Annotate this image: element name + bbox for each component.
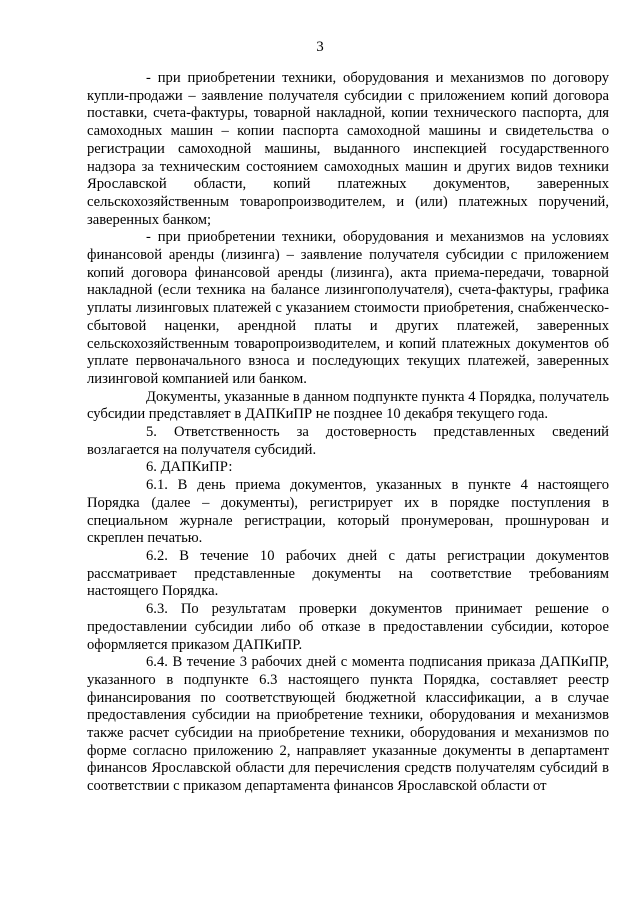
paragraph-6-3: 6.3. По результатам проверки документов принимает решение о предоставлении субсидии либо об отказе в предоставлении субсидии, которое оформляется приказом ДАПКиПР. — [87, 601, 609, 653]
paragraph-6-1: 6.1. В день приема документов, указанных в пункте 4 настоящего Порядка (далее – документы), регистрирует их в порядке поступления в специальном журнале регистрации, который пронумерован, прошнурован и скреплен печатью. — [87, 477, 609, 547]
paragraph-deadline: Документы, указанные в данном подпункте пункта 4 Порядка, получатель субсидии представляет в ДАПКиПР не позднее 10 декабря текущего года. — [87, 388, 609, 423]
page-number: 3 — [316, 39, 324, 55]
paragraph-6-2: 6.2. В течение 10 рабочих дней с даты регистрации документов рассматривает представленные документы на соответствие требованиям настоящего Порядка. — [87, 547, 609, 600]
paragraph-6-4: 6.4. В течение 3 рабочих дней с момента подписания приказа ДАПКиПР, указанного в подпункте 6.3 настоящего пункта Порядка, составляет реестр финансирования по соответствующей бюджетной классификации, а в случае предоставления субсидии на приобретение техники, оборудования и механизмов также расчет субсидии на приобретение техники, оборудования и механизмов по форме согласно приложению 2, направляет указанные документы в департамент финансов Ярославской области для перечисления средств получателям субсидий в соответствии с приказом департамента финансов Ярославской области от — [87, 654, 609, 795]
paragraph-6-heading: 6. ДАПКиПР: — [146, 459, 233, 476]
paragraph-leasing: - при приобретении техники, оборудования и механизмов на условиях финансовой аренды (лизинга) – заявление получателя субсидии с приложением копий договора финансовой аренды (лизинга), акта приема-передачи, товарной накладной (если техника на балансе лизингополучателя), счета-фактуры, графика уплаты лизинговых платежей с указанием стоимости приобретения, снабженческо-сбытовой наценки, арендной платы и других платежей, заверенных сельскохозяйственным товаропроизводителем, и копий платежных документов об уплате первоначального взноса и последующих текущих платежей, заверенных лизинговой компанией или банком. — [87, 229, 609, 387]
document-body — [87, 70, 609, 796]
paragraph-5-responsibility: 5. Ответственность за достоверность представленных сведений возлагается на получателя субсидий. — [87, 424, 609, 458]
paragraph-purchase-contract: - при приобретении техники, оборудования и механизмов по договору купли-продажи – заявление получателя субсидии с приложением копий договора поставки, счета-фактуры, товарной накладной, копии технического паспорта, для самоходных машин – копии паспорта самоходной машины и свидетельства о регистрации самоходной машины, выданного инспекцией государственного надзора за техническим состоянием самоходных машин и других видов техники Ярославской области, копий платежных документов, заверенных сельскохозяйственным товаропроизводителем, и (или) платежных поручений, заверенных банком; — [87, 70, 609, 228]
